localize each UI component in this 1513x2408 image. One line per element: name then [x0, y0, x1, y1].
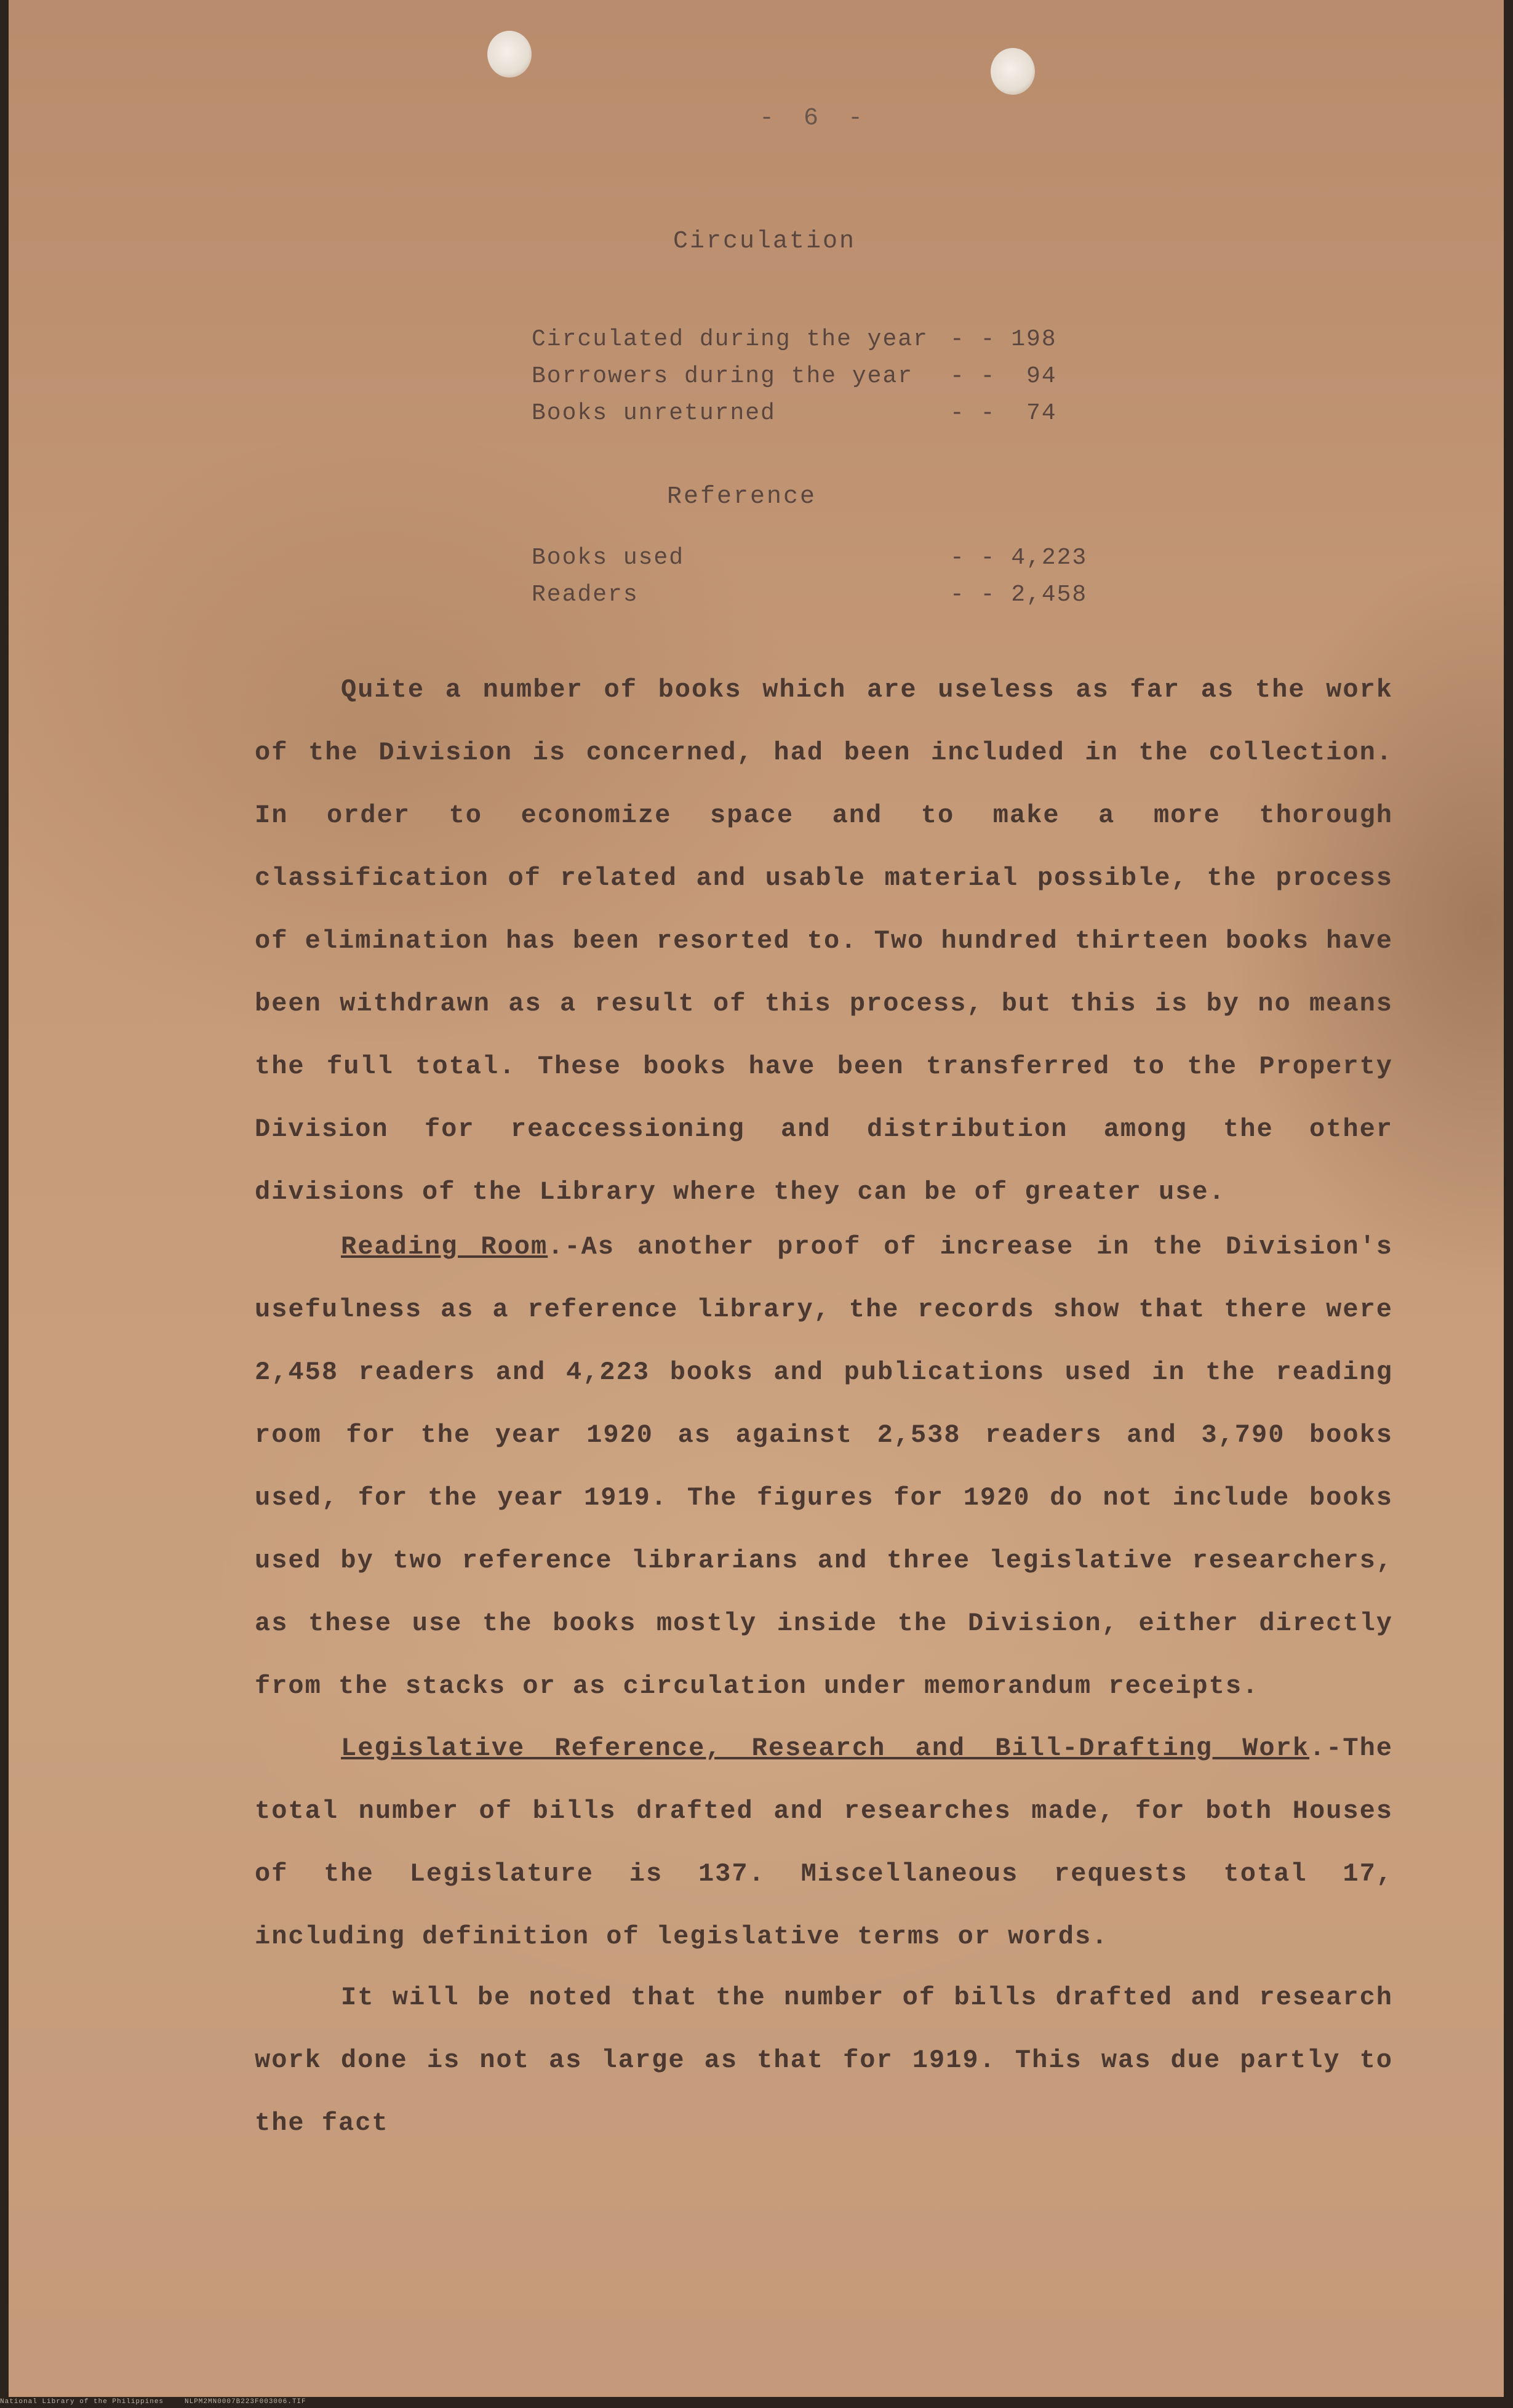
stat-row	[532, 582, 1088, 618]
punch-hole-right	[991, 48, 1035, 95]
paragraph-bills-drafted	[255, 1966, 1393, 2154]
stat-label: Borrowers during the year	[532, 363, 914, 390]
reference-title: Reference	[667, 483, 817, 511]
scan-file-code: NLPM2MN0007B223F003006.TIF	[185, 2398, 306, 2406]
stat-value: - - 4,223	[950, 545, 1088, 571]
paragraph-text: Quite a number of books which are useless as far as the work of the Division is concerned, had been included in the collection. In order to economize space and to make a more thorough classification of related and usable material possible, the process of elimination has been resorted to. Two hundred thirteen books have been withdrawn as a result of this process, but this is by no means the full total. These books have been transferred to the Property Division for reaccessioning and distribution among the other divisions of the Library where they can be of greater use.	[255, 675, 1393, 1207]
document-page	[9, 0, 1504, 2397]
reading-room-heading: Reading Room	[341, 1232, 548, 1262]
paragraph-text: It will be noted that the number of bills drafted and research work done is not as large as that for 1919. This was due partly to the fact	[255, 1983, 1393, 2138]
stat-label: Books used	[532, 545, 685, 571]
punch-hole-left	[487, 31, 532, 78]
paragraph-text: .-The total number of bills drafted and researches made, for both Houses of the Legislature is 137. Miscellaneous requests total 17, including definition of legislative terms or words.	[255, 1734, 1393, 1951]
paragraph-legislative-reference	[255, 1717, 1393, 1968]
paragraph-text: .-As another proof of increase in the Division's usefulness as a reference library, the records show that there were 2,458 readers and 4,223 books and publications used in the reading room for the year 1920 as against 2,538 readers and 3,790 books used, for the year 1919. The figures for 1920 do not include books used by two reference librarians and three legislative researchers, as these use the books mostly inside the Division, either directly from the stacks or as circulation under memorandum receipts.	[255, 1232, 1393, 1701]
stat-row	[532, 400, 1085, 437]
stat-value: - - 94	[950, 363, 1057, 390]
page-number: - 6 -	[759, 105, 871, 132]
stat-value: - - 2,458	[950, 582, 1088, 608]
circulation-title: Circulation	[673, 228, 856, 255]
stat-label: Circulated during the year	[532, 326, 928, 353]
scan-source-label: National Library of the Philippines	[0, 2398, 164, 2406]
circulation-table	[532, 326, 1085, 437]
stat-value: - - 198	[950, 326, 1057, 353]
stat-label: Books unreturned	[532, 400, 776, 426]
legislative-reference-heading: Legislative Reference, Research and Bill-Drafting Work	[341, 1734, 1309, 1763]
stat-row	[532, 363, 1085, 400]
paragraph-reading-room	[255, 1215, 1393, 1718]
stat-value: - - 74	[950, 400, 1057, 426]
stat-row	[532, 326, 1085, 363]
reference-table	[532, 545, 1088, 618]
stat-label: Readers	[532, 582, 639, 608]
stat-row	[532, 545, 1088, 582]
paragraph-elimination	[255, 658, 1393, 1223]
